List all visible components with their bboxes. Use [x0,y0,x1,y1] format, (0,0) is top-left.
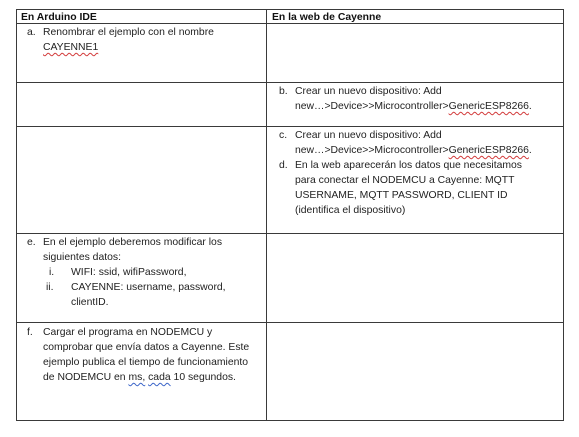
cada-word: cada [148,372,171,383]
row-divider [16,322,564,323]
cell-step-a [19,25,259,55]
step-text: Crear un nuevo dispositivo: Add [295,130,442,141]
list-item [19,235,257,265]
list-item [271,128,563,158]
ms-unit: ms, [128,372,146,383]
step-text: Crear un nuevo dispositivo: Add [295,86,442,97]
column-divider [266,9,267,421]
header-cayenne-web: En la web de Cayenne [272,12,382,23]
table-border-left [16,9,17,421]
cell-step-f [19,325,255,385]
sub-list-item [19,265,257,280]
sub-list-item [19,280,257,310]
row-divider [16,82,564,83]
list-marker: d. [279,160,288,171]
sketch-name: CAYENNE1 [43,42,99,53]
instructions-table [16,9,564,421]
step-text: En el ejemplo deberemos modificar los siguientes datos: [43,237,223,263]
cell-step-c-d [271,128,563,218]
list-item [271,158,541,218]
table-border-bottom [16,420,564,421]
menu-path: new…>Device>>Microcontroller> [295,101,449,112]
list-marker: c. [279,130,288,141]
header-arduino-ide: En Arduino IDE [21,12,97,23]
list-marker: b. [279,86,288,97]
row-divider [16,233,564,234]
row-divider [16,126,564,127]
step-text: En la web aparecerán los datos que necesitamos para conectar el NODEMCU a Cayenne: MQTT USERNAME, MQTT PASSWORD, CLIENT ID (identifica el dispositivo) [295,160,523,216]
step-text: Cargar el programa en NODEMCU y comprobar que envía datos a Cayenne. Este ejemplo publica el tiempo de funcionamiento de NODEMCU en [43,327,250,383]
list-item [19,25,259,55]
list-marker: a. [27,27,36,38]
cell-step-e [19,235,257,310]
sub-step-text: WIFI: ssid, wifiPassword, [71,267,187,278]
list-item [19,325,255,385]
board-name: GenericESP8266 [448,145,529,156]
punctuation: . [528,101,532,112]
board-name: GenericESP8266 [448,101,529,112]
punctuation: . [528,145,532,156]
step-text-end: 10 segundos. [173,372,236,383]
list-marker: f. [27,327,33,338]
table-border-right [563,9,564,421]
sub-step-text: CAYENNE: username, password, clientID. [71,282,226,308]
cell-step-b [271,84,561,114]
list-marker: ii. [46,282,54,293]
list-marker: i. [49,267,55,278]
list-item [271,84,561,114]
menu-path: new…>Device>>Microcontroller> [295,145,449,156]
step-text: Renombrar el ejemplo con el nombre [43,27,214,38]
list-marker: e. [27,237,36,248]
